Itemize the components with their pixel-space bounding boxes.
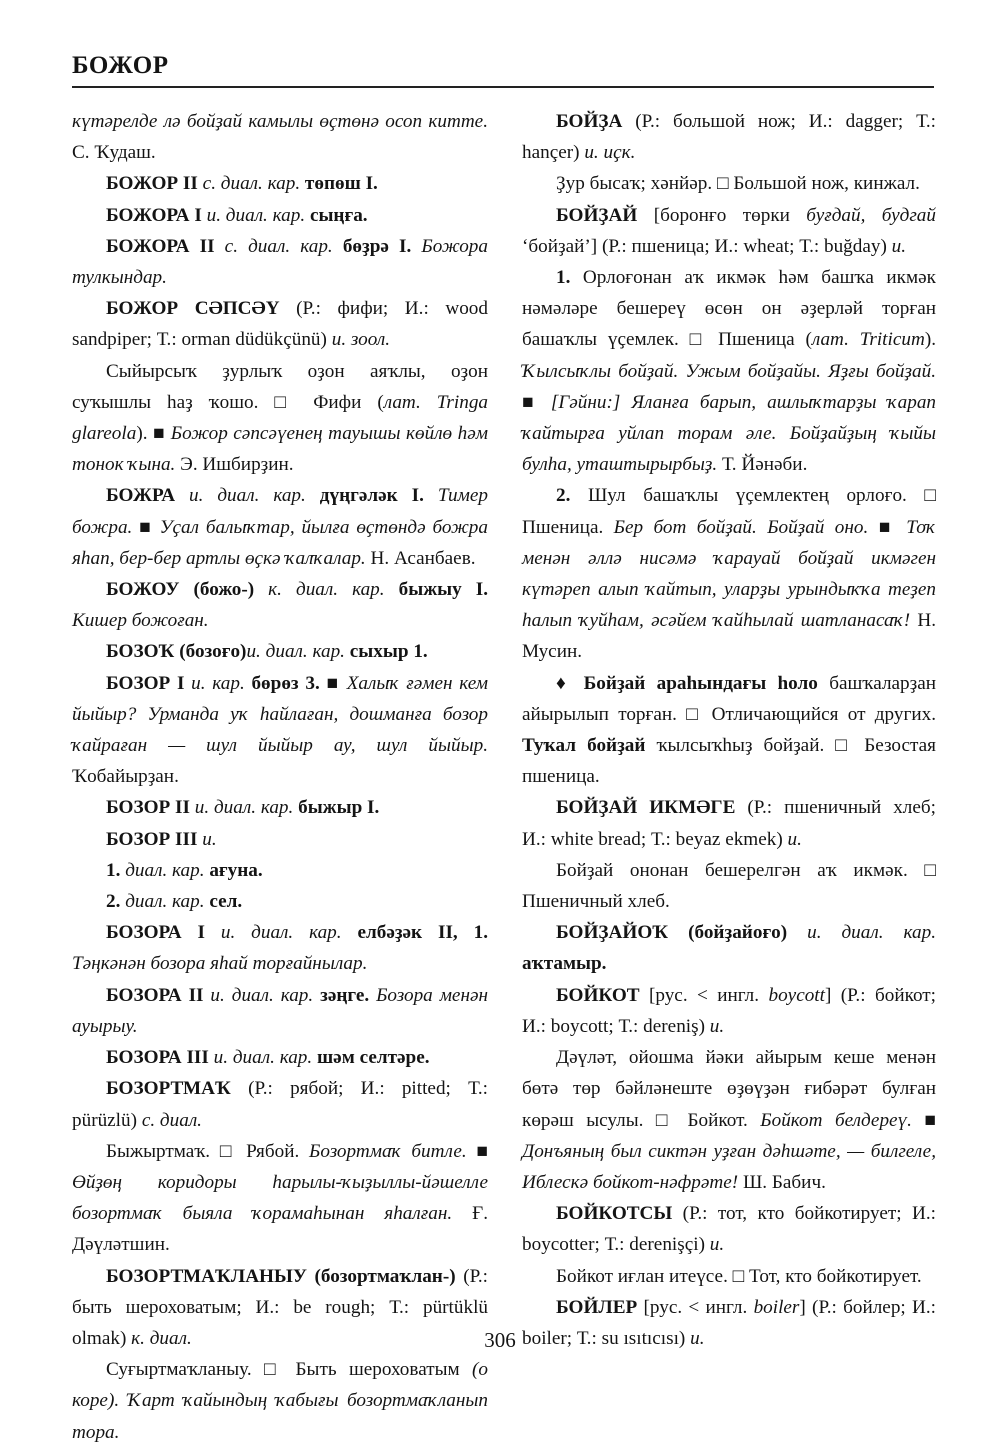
headword-text: 1. xyxy=(556,267,571,289)
headword-text: БОЙҘАЙ xyxy=(556,204,638,226)
entry-paragraph xyxy=(522,168,936,199)
italic-text: Тоҡ менән әллә нисәмә ҡарауай бойҙай икмәген күтәреп алып ҡайтып, уларҙы урындыҡҡа теҙеп һалып ҡуйһам, әсәйем ҡайһылай шатланасаҡ! xyxy=(522,516,936,632)
italic-text: и. xyxy=(704,1234,725,1256)
italic-text: и. иҫк. xyxy=(579,142,636,164)
entry-paragraph xyxy=(72,293,488,355)
headword-text: БОЗОР II xyxy=(106,797,190,819)
body-text: (Р.: тот, кто бойкотирует; И.: boycotter; Т.: derenişçi) xyxy=(522,1203,936,1256)
body-text: Орлоғонан аҡ икмәк һәм башҡа икмәк нәмәләре бешереү өсөн он әҙерләй торған башаҡлы үҫемлек. □ Пшеница ( xyxy=(522,267,936,351)
italic-text: Ҡылсыҡлы бойҙай. Ужым бойҙайы. Яҙғы бойҙай. xyxy=(522,360,936,382)
italic-text: и. xyxy=(782,828,802,850)
body-text: ■ xyxy=(132,516,160,538)
left-column xyxy=(72,106,488,1448)
entry-paragraph xyxy=(522,792,936,854)
body-text: ). xyxy=(924,329,937,351)
italic-text: и. диал. кар. xyxy=(201,204,306,226)
italic-text: и. xyxy=(704,1015,725,1037)
headword-text: ♦ Бойҙай араһындағы һоло xyxy=(556,672,818,694)
headword-text: БОЖРА xyxy=(106,485,176,507)
italic-text: Божора тулкындар. xyxy=(72,235,488,289)
body-text: (Р.: рябой; И.: pitted; Т.: pürüzlü) xyxy=(72,1078,488,1131)
body-text: Дәүләт, ойошма йәки айырым кеше менән бөтә төр бәйләнеште өҙөүҙән ғибәрәт булған көрәш ысулы. □ Бойкот. xyxy=(522,1047,936,1131)
entry-paragraph xyxy=(522,262,936,480)
headword-text: БОЗОР I xyxy=(106,672,185,694)
italic-text: и. зоол. xyxy=(326,329,391,351)
entry-paragraph xyxy=(72,1136,488,1261)
body-text: ■ xyxy=(466,1140,488,1162)
headword-text: 2. xyxy=(556,485,571,507)
entry-paragraph xyxy=(72,668,488,793)
italic-text: с. диал. кар. xyxy=(197,173,301,195)
italic-text: лат. Tringa glareola xyxy=(72,391,489,445)
entry-paragraph xyxy=(72,356,488,481)
italic-text: Бозортмаҡ битле. xyxy=(309,1140,467,1162)
entry-paragraph xyxy=(72,200,488,231)
headword-text: БОЖОРА I xyxy=(106,204,202,226)
headword-text: 1. xyxy=(106,859,121,881)
headword-text: аҡтамыр. xyxy=(522,953,607,975)
body-text: ‘бойҙай’] (Р.: пшеница; И.: wheat; Т.: buğday) xyxy=(522,235,887,257)
body-text: С. Ҡудаш. xyxy=(72,142,156,164)
headword-text: БОЗОР III xyxy=(106,828,198,850)
body-text: (Р.: фифи; И.: wood sandpiper; Т.: orman düdükçünü) xyxy=(72,298,488,351)
headword-text: БОЙЛЕР xyxy=(556,1296,638,1318)
body-text: ■ xyxy=(522,391,551,413)
entry-paragraph xyxy=(522,200,936,262)
italic-text: и. кар. xyxy=(184,672,245,694)
headword-text: сыңға. xyxy=(305,204,368,226)
italic-text: Бер бот бойҙай. Бойҙай оно. xyxy=(613,516,869,538)
body-text: ] (Р.: бойкот; И.: boycott; Т.: dereniş) xyxy=(522,984,936,1037)
italic-text: Уҫал балыҡтар, йылға өҫтөндә божра яһап, бер-бер артлы өҫкә ҡалҡалар. xyxy=(72,516,488,569)
entry-paragraph xyxy=(522,980,936,1042)
italic-text: и. xyxy=(886,235,907,257)
body-text: Э. Ишбирҙин. xyxy=(175,454,294,476)
entry-paragraph xyxy=(72,855,488,886)
header-rule xyxy=(72,86,934,88)
body-text: ). ■ xyxy=(136,423,171,445)
entry-paragraph xyxy=(72,480,488,574)
italic-text: к. диал. xyxy=(126,1327,192,1349)
headword-text: сыхыр 1. xyxy=(344,641,428,663)
italic-text: [Гәйни:] Яланға барып, ашлыҡтарҙы ҡарап ҡайтырға уйлап торам әле. Бойҙайҙың ҡыйы булһа, уташтырырбыҙ. xyxy=(522,391,937,476)
body-text: [рус. < ингл. xyxy=(637,1296,754,1318)
headword-text: сел. xyxy=(204,891,243,913)
italic-text: (о коре). Ҡарт ҡайындың ҡабығы бозортмаҡланып тора. xyxy=(72,1359,488,1443)
italic-text: и. диал. кар. xyxy=(246,641,345,663)
headword-text: БОЙКОТ xyxy=(556,984,640,1006)
body-text: башҡаларҙан айырылып торған. □ Отличающийся от других. xyxy=(522,672,936,725)
body-text: ■ xyxy=(319,672,347,694)
body-text: [рус. < ингл. xyxy=(639,984,769,1006)
entry-paragraph xyxy=(522,855,936,917)
italic-text: Тимер божра. xyxy=(72,485,488,538)
italic-text: и. xyxy=(197,828,217,850)
headword-text: БОЗОРТМАҠ xyxy=(106,1078,231,1100)
headword-text: зәңге. xyxy=(313,984,370,1006)
italic-text: и. диал. кар. xyxy=(787,922,936,944)
italic-text: и. диал. кар. xyxy=(189,797,294,819)
headword-text: БОЖОРА II xyxy=(106,235,215,257)
entry-paragraph xyxy=(72,980,488,1042)
entry-paragraph xyxy=(72,636,488,667)
italic-text: boycott xyxy=(768,984,825,1006)
italic-text: Божор сәпсәүенең тауышы көйлө һәм тонок ҡына. xyxy=(72,423,489,476)
italic-text: и. диал. кар. xyxy=(203,984,314,1006)
headword-text: БОЙҘАЙОҠ (бойҙайоғо) xyxy=(556,922,788,944)
body-text: (Р.: пшеничный хлеб; И.: white bread; Т.: beyaz ekmek) xyxy=(522,797,936,850)
entry-paragraph xyxy=(72,886,488,917)
body-text: Бойҙай ононан бешерелгән аҡ икмәк. □ Пшеничный хлеб. xyxy=(522,859,936,913)
italic-text: и. xyxy=(685,1327,705,1349)
italic-text: boiler xyxy=(753,1296,800,1318)
body-text: Ҙур бысаҡ; хәнйәр. □ Большой нож, кинжал. xyxy=(556,173,920,195)
headword-text: БОЙҘАЙ ИКМӘГЕ xyxy=(556,797,736,819)
page-number: 306 xyxy=(484,1328,516,1352)
entry-paragraph xyxy=(72,168,488,199)
headword-text: төпөш I. xyxy=(300,173,378,195)
entry-paragraph xyxy=(72,106,488,168)
italic-text: Бойкот белдереү. xyxy=(760,1109,912,1131)
entry-paragraph xyxy=(72,917,488,979)
headword-text: БОЗОҠ (бозоғо) xyxy=(106,641,247,663)
body-text: Бойкот иғлан итеүсе. □ Тот, кто бойкотирует. xyxy=(556,1265,922,1287)
body-text: ҡылсыҡһыҙ бойҙай. □ Безостая пшеница. xyxy=(522,735,936,788)
entry-paragraph xyxy=(72,1354,488,1448)
italic-text: диал. кар. xyxy=(120,859,205,881)
headword-text: БОЖОР II xyxy=(106,173,198,195)
body-text: Шул башаҡлы үҫемлектең орлоғо. □ Пшеница. xyxy=(522,485,936,538)
headword-text: быжыр I. xyxy=(293,797,380,819)
italic-text: и. диал. кар. xyxy=(175,485,306,507)
body-text: [боронғо төрки xyxy=(637,204,807,226)
body-text: Ш. Бабич. xyxy=(738,1171,826,1193)
entry-paragraph xyxy=(522,1042,936,1198)
headword-text: елбәҙәк II, 1. xyxy=(341,922,488,944)
body-text: Ғ. Дәүләтшин. xyxy=(72,1203,488,1256)
italic-text: и. диал. кар. xyxy=(205,922,342,944)
italic-text: с. диал. xyxy=(137,1109,202,1131)
entry-paragraph xyxy=(72,824,488,855)
italic-text: Өйҙөң коридоры һарылы-ҡыҙыллы-йәшелле бозортмаҡ быяла ҡорамаһынан яһалған. xyxy=(72,1171,488,1225)
headword-text: бөрөз 3. xyxy=(244,672,320,694)
headword-text: БОЙҘА xyxy=(556,111,623,132)
italic-text: Тәңкәнән бозора яһай торғайнылар. xyxy=(72,953,368,975)
headword-text: БОЗОРА III xyxy=(106,1047,209,1069)
headword-text: БОЖОУ (божо-) xyxy=(106,579,255,601)
headword-text: дүңгәләк I. xyxy=(305,485,424,507)
body-text: Быжыртмаҡ. □ Рябой. xyxy=(106,1140,310,1162)
entry-paragraph xyxy=(522,917,936,979)
body-text: Н. Асанбаев. xyxy=(365,547,476,569)
entry-paragraph xyxy=(522,106,936,168)
italic-text: лат. Triticum xyxy=(811,329,925,351)
right-column xyxy=(522,106,936,1354)
italic-text: с. диал. кар. xyxy=(214,235,333,257)
headword-text: 2. xyxy=(106,891,121,913)
italic-text: к. диал. кар. xyxy=(254,579,385,601)
headword-text: быжыу I. xyxy=(384,579,488,601)
body-text: (Р.: большой нож; И.: dagger; Т.: hançer) xyxy=(522,111,936,164)
entry-paragraph xyxy=(72,1073,488,1135)
body-text: Сыйырсыҡ ҙурлыҡ оҙон аяҡлы, оҙон суҡышлы һаҙ ҡошо. □ Фифи ( xyxy=(72,360,488,413)
body-text: ■ xyxy=(911,1109,936,1131)
entry-paragraph xyxy=(72,1042,488,1073)
headword-text: БОЗОРТМАҠЛАНЫУ (бозортмаҡлан-) xyxy=(106,1265,456,1287)
italic-text: күтәрелде лә бойҙай камылы өҫтөнә осоп китте. xyxy=(72,111,488,132)
headword-text: бөҙрә I. xyxy=(332,235,412,257)
italic-text: буғдай, будгай xyxy=(806,204,936,226)
entry-paragraph xyxy=(72,574,488,636)
headword-text: БОЗОРА I xyxy=(106,922,205,944)
entry-paragraph xyxy=(72,792,488,823)
headword-text: БОЗОРА II xyxy=(106,984,204,1006)
body-text: Ҡобайырҙан. xyxy=(72,766,179,788)
entry-paragraph xyxy=(72,231,488,293)
headword-text: ағуна. xyxy=(204,859,263,881)
entry-paragraph xyxy=(522,668,936,793)
body-text: ] (Р.: бойлер; И.: boiler; Т.: su ısıtıcısı) xyxy=(522,1296,936,1349)
italic-text: диал. кар. xyxy=(120,891,205,913)
entry-paragraph xyxy=(522,1261,936,1292)
italic-text: и. диал. кар. xyxy=(208,1047,313,1069)
body-text: (Р.: быть шероховатым; И.: be rough; Т.: pürtüklü olmak) xyxy=(72,1265,488,1349)
body-text: ■ xyxy=(868,516,907,538)
entry-paragraph xyxy=(522,480,936,667)
headword-text: шәм селтәре. xyxy=(312,1047,430,1069)
body-text: Н. Мусин. xyxy=(522,610,937,663)
body-text: Т. Йәнәби. xyxy=(717,454,808,476)
headword-text: БОЖОР СӘПСӘҮ xyxy=(106,298,280,320)
entry-paragraph xyxy=(522,1198,936,1260)
body-text: Суғыртмаҡланыу. □ Быть шероховатым xyxy=(106,1359,473,1381)
headword-text: БОЙКОТСЫ xyxy=(556,1203,673,1225)
headword-text: Туҡал бойҙай xyxy=(522,735,646,757)
italic-text: Донъяның был сиктән уҙған дәһшәте, — билгеле, Иблескә бойкот-нәфрәте! xyxy=(522,1140,936,1193)
italic-text: Кишер божоған. xyxy=(72,610,209,632)
running-head: БОЖОР xyxy=(72,52,169,79)
italic-text: Бозора менән ауырыу. xyxy=(72,984,489,1037)
italic-text: Халыҡ ғәмен кем йыйыр? Урманда уҡ һайлаған, дошманға бозор ҡайраған — шул йыйыр ау, шул йыйыр. xyxy=(72,672,488,757)
